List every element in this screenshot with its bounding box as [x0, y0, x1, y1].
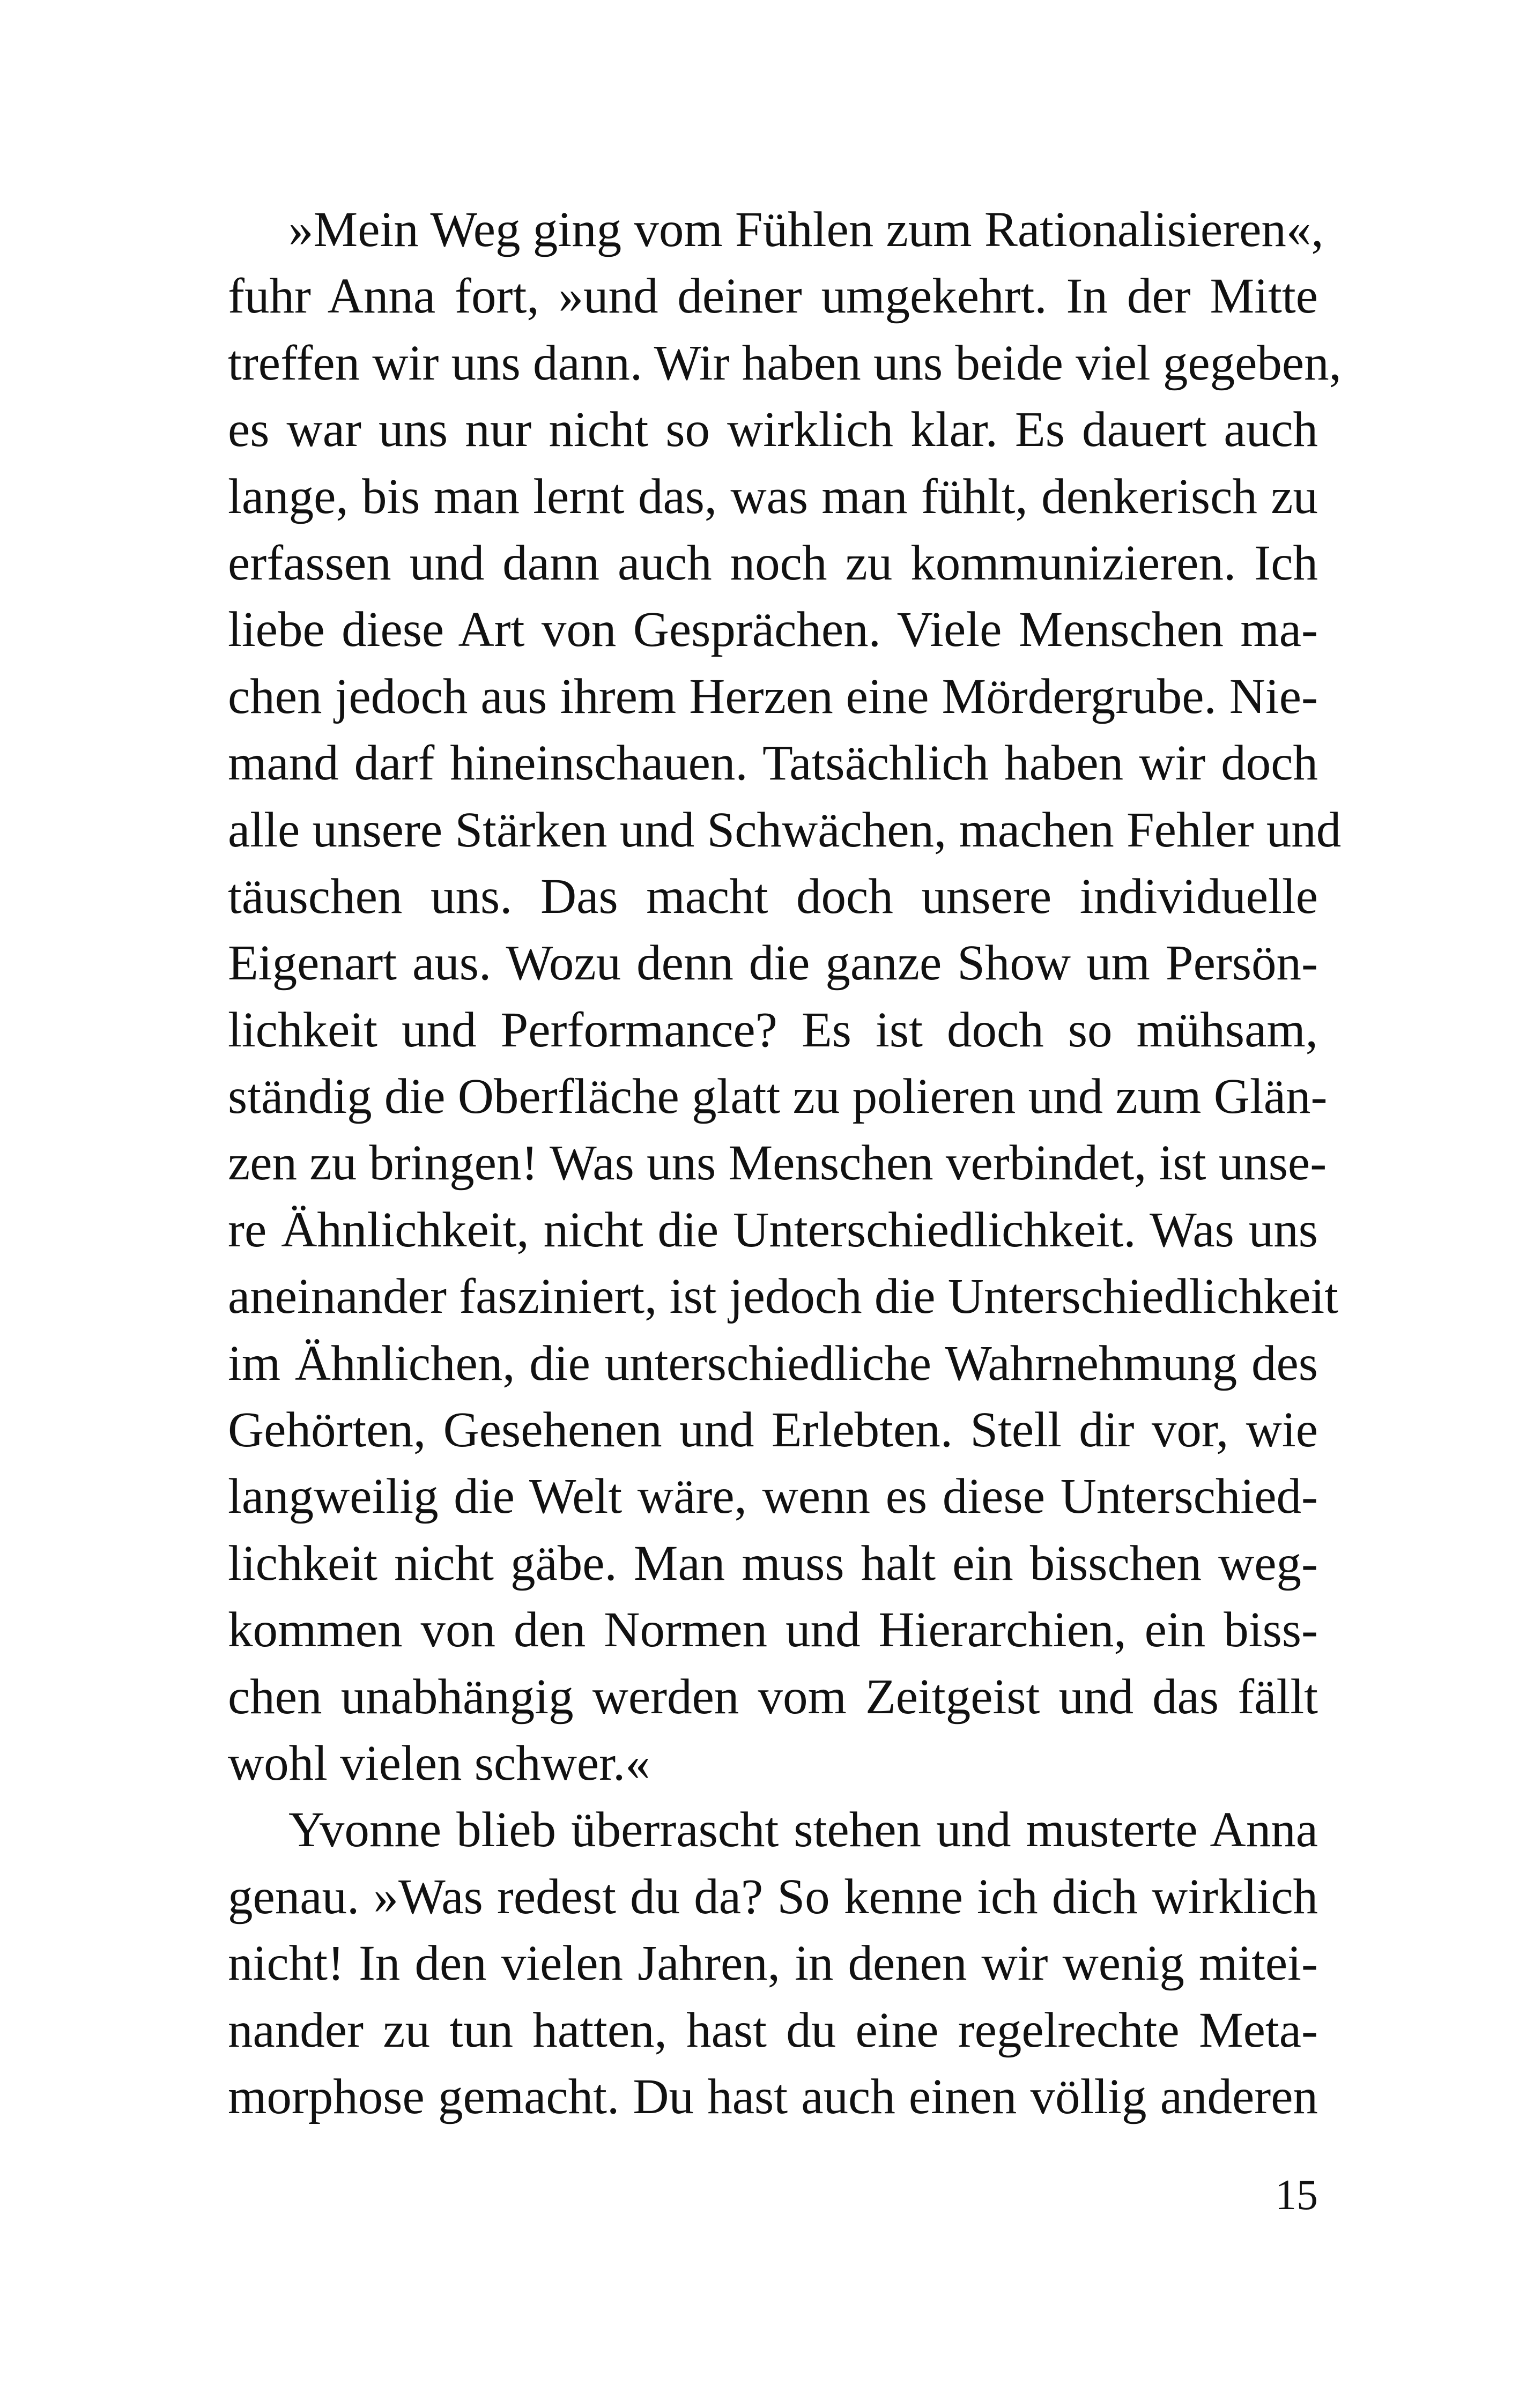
text-line: »Mein Weg ging vom Fühlen zum Rationalisieren«,	[288, 202, 1324, 257]
text-line: täuschen uns. Das macht doch unsere individuelle	[228, 868, 1318, 924]
text-line: langweilig die Welt wäre, wenn es diese Unterschied-	[228, 1469, 1318, 1525]
text-line: chen jedoch aus ihrem Herzen eine Mördergrube. Nie-	[228, 668, 1318, 724]
text-line: kommen von den Normen und Hierarchien, ein biss-	[228, 1602, 1318, 1658]
text-line: lichkeit nicht gäbe. Man muss halt ein bisschen weg-	[228, 1535, 1318, 1591]
text-line: alle unsere Stärken und Schwächen, machen Fehler und	[228, 802, 1342, 858]
text-line: lichkeit und Performance? Es ist doch so mühsam,	[228, 1002, 1318, 1058]
text-line: Eigenart aus. Wozu denn die ganze Show um Persön-	[228, 935, 1318, 991]
text-line: nander zu tun hatten, hast du eine regelrechte Meta-	[228, 2002, 1318, 2058]
text-line: lange, bis man lernt das, was man fühlt, denkerisch zu	[228, 469, 1318, 524]
text-line: morphose gemacht. Du hast auch einen völlig anderen	[228, 2069, 1318, 2124]
text-line: zen zu bringen! Was uns Menschen verbindet, ist unse-	[228, 1135, 1327, 1191]
text-line: chen unabhängig werden vom Zeitgeist und das fällt	[228, 1669, 1318, 1725]
text-line: re Ähnlichkeit, nicht die Unterschiedlichkeit. Was uns	[228, 1202, 1318, 1258]
text-line: Gehörten, Gesehenen und Erlebten. Stell dir vor, wie	[228, 1402, 1318, 1458]
page-number: 15	[1275, 2172, 1318, 2219]
text-line: aneinander fasziniert, ist jedoch die Unterschiedlichkeit	[228, 1269, 1339, 1325]
text-line: mand darf hineinschauen. Tatsächlich haben wir doch	[228, 735, 1318, 791]
text-line: es war uns nur nicht so wirklich klar. Es dauert auch	[228, 402, 1318, 458]
text-line: im Ähnlichen, die unterschiedliche Wahrnehmung des	[228, 1335, 1318, 1391]
body-text	[228, 197, 1342, 2130]
text-line: erfassen und dann auch noch zu kommunizieren. Ich	[228, 535, 1318, 591]
text-line: Yvonne blieb überrascht stehen und musterte Anna	[288, 1802, 1318, 1858]
text-line: genau. »Was redest du da? So kenne ich dich wirklich	[228, 1869, 1318, 1924]
text-line: wohl vielen schwer.«	[228, 1735, 650, 1791]
text-line: treffen wir uns dann. Wir haben uns beide viel gegeben,	[228, 335, 1342, 391]
text-line: nicht! In den vielen Jahren, in denen wir wenig mitei-	[228, 1936, 1318, 1991]
text-line: ständig die Oberfläche glatt zu polieren und zum Glän-	[228, 1069, 1328, 1125]
text-line: fuhr Anna fort, »und deiner umgekehrt. In der Mitte	[228, 269, 1318, 324]
text-line: liebe diese Art von Gesprächen. Viele Menschen ma-	[228, 602, 1318, 658]
